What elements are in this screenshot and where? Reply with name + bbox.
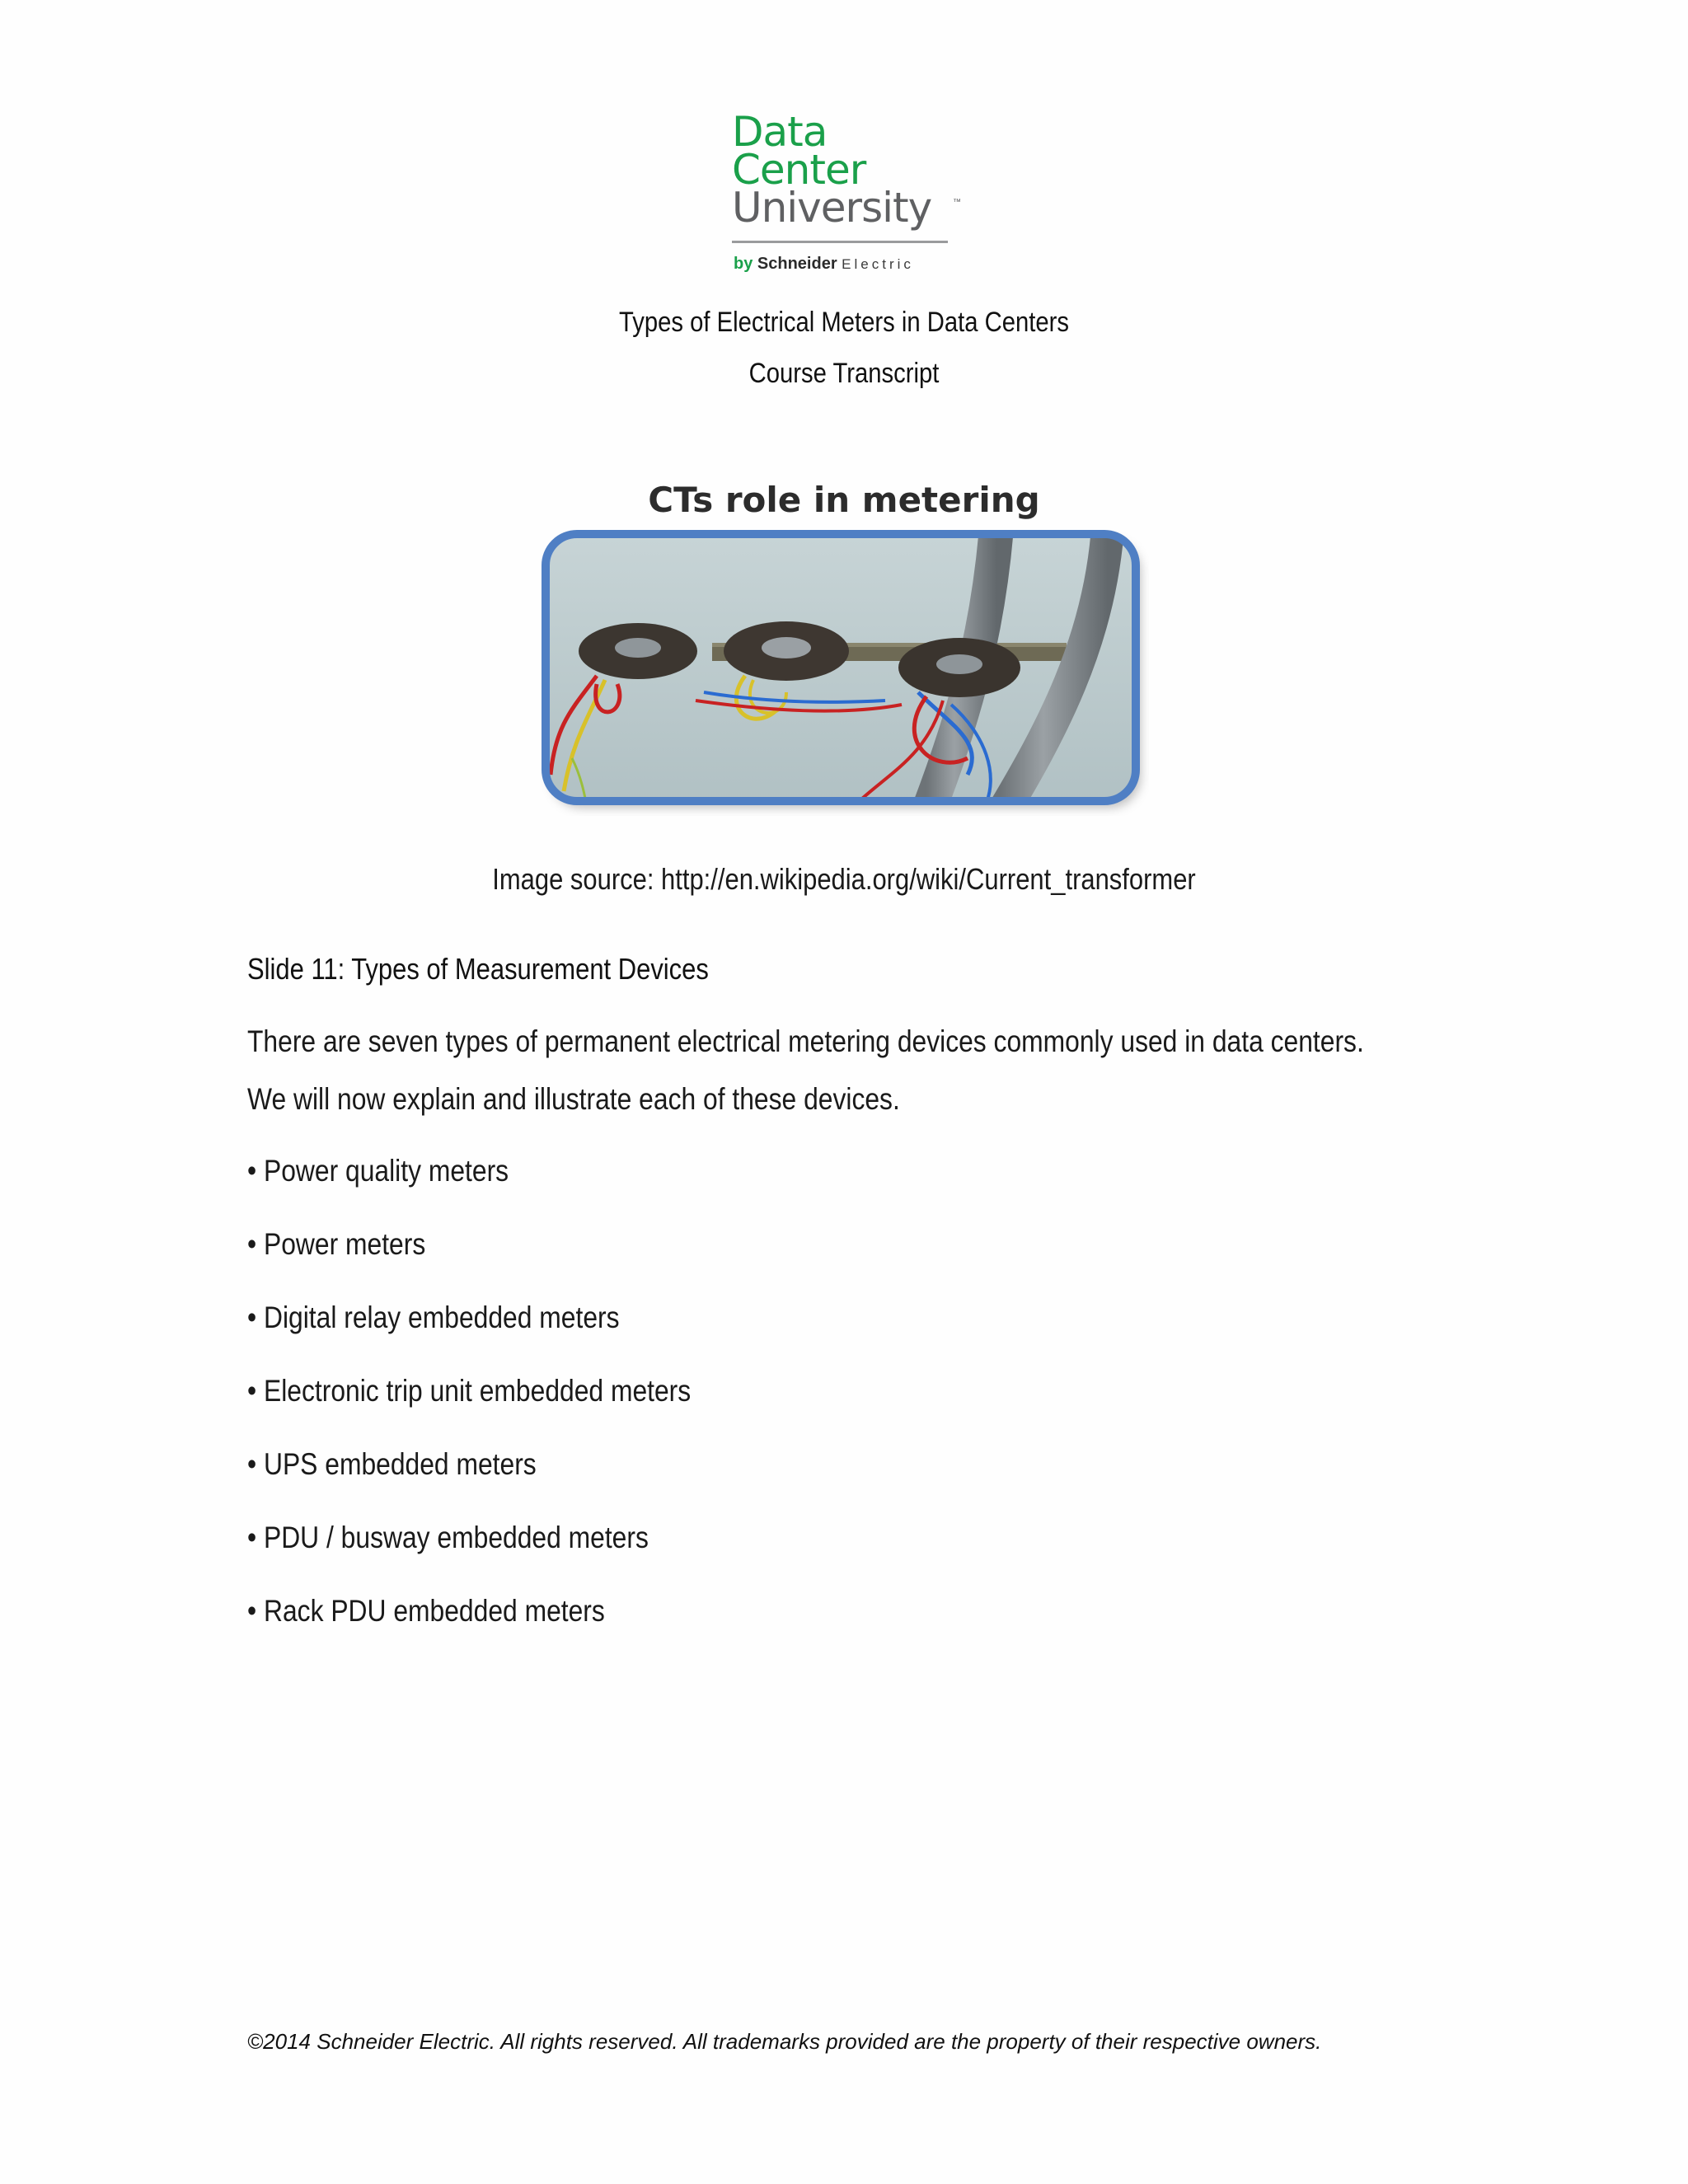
logo-word-center: Center xyxy=(732,146,866,194)
document-subtitle: Course Transcript xyxy=(748,358,940,389)
logo-company: Schneider xyxy=(757,255,837,273)
logo-by: by xyxy=(734,255,753,273)
list-item: • Rack PDU embedded meters xyxy=(247,1594,605,1628)
current-transformer-photo xyxy=(539,527,1149,816)
list-item: • Power meters xyxy=(247,1227,426,1261)
logo-company-suffix: Electric xyxy=(842,256,914,272)
list-item: • UPS embedded meters xyxy=(247,1447,537,1481)
list-item: • Digital relay embedded meters xyxy=(247,1301,620,1334)
list-item: • PDU / busway embedded meters xyxy=(247,1521,649,1554)
list-item: • Electronic trip unit embedded meters xyxy=(247,1374,692,1408)
logo-byline xyxy=(734,255,914,274)
logo-word-data: Data xyxy=(732,108,828,156)
data-center-university-logo xyxy=(732,108,963,277)
logo-word-university: University xyxy=(732,184,932,232)
document-title: Types of Electrical Meters in Data Centers xyxy=(618,307,1070,338)
logo-trademark: ™ xyxy=(953,198,961,207)
image-source-caption: Image source: http://en.wikipedia.org/wiki/Current_transformer xyxy=(492,862,1196,896)
paragraph-line-2: We will now explain and illustrate each of these devices. xyxy=(247,1082,900,1116)
logo-divider xyxy=(732,241,948,243)
copyright-footer: ©2014 Schneider Electric. All rights reserved. All trademarks provided are the property of their respective owners. xyxy=(247,2029,1322,2054)
figure-title: CTs role in metering xyxy=(648,480,1040,520)
paragraph-line-1: There are seven types of permanent electrical metering devices commonly used in data centers. xyxy=(247,1024,1364,1058)
list-item: • Power quality meters xyxy=(247,1154,509,1188)
meter-types-list xyxy=(247,1154,763,1667)
slide-heading: Slide 11: Types of Measurement Devices xyxy=(247,952,709,986)
